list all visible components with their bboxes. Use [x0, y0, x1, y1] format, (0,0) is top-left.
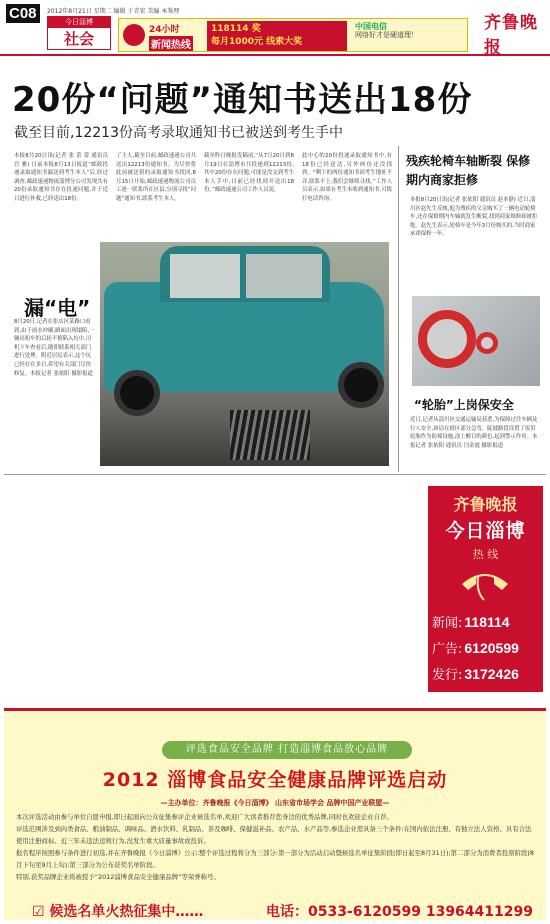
hotline-row-news: [432, 612, 510, 631]
article-column-1: 本报8月20日讯(记者 张 蕾 蕾 通讯员 宫 雅) 日前本报8月13日报道“邮政投递录取通知书漏送到考生本人”后,经过调查,邮政速递物流淄博分公司发现共有20份录取通知书存在投递问题,并于近日进行补救,已经送出18份。: [14, 153, 108, 202]
hotline-row-ads: [432, 638, 519, 657]
ad-middle: [207, 21, 347, 51]
taxi-window-front: [170, 254, 240, 298]
header-ad-strip: [118, 18, 468, 52]
ad-banner: 评选食品安全品牌 打造淄博食品放心品牌: [162, 741, 412, 759]
section-divider: [4, 474, 546, 475]
right-article-2-text: 近日,记者从淄川区交通运输局获悉,为保障过往车辆及行人安全,该局在辖区部分急弯、陡坡路段设置了废旧轮胎作为防撞设施,涂上醒目的颜色,起到警示作用。本报记者 张依阳 通讯员 闫金霞 摄影报道: [410, 417, 538, 449]
ad-phone: 电话：0533-6120599 13964411299: [266, 904, 533, 920]
article-column-4: 此中心的20份投递录取通知书中,有18份已经送达,另外两份还没找到。“剩下的两份通知书因考生地址不详,联系不上,我们会继续寻找。”工作人员表示,如果有考生未收到通知书,可拨打电话咨询。: [302, 153, 392, 202]
tire-photo: [412, 296, 540, 386]
hotline-value: 118114: [464, 614, 510, 630]
telephone-icon: [456, 562, 514, 602]
tire-icon: [418, 310, 476, 368]
ad-right: [355, 22, 465, 40]
hotline-box: [428, 486, 543, 692]
tire-small-icon: [476, 332, 498, 354]
ad-body-para-4: 特别,获奖品牌企业将被授予“2012淄博食品安全健康品牌”等荣誉称号。: [16, 873, 220, 881]
right-article-1-text: 本报8月20日讯(记者 张依阳 通讯员 赵本静) 近日,淄川区赵先生反映,他为残疾的父亲购买了一辆电动轮椅车,还在保修期内车轴就发生断裂,找到商家维修却被拒绝。赵先生表示,轮椅车是今年3月份购买的,当时商家承诺保修一年。: [410, 197, 538, 238]
ad-hours: 24小时: [149, 25, 180, 35]
ad-hotline: 新闻热线: [149, 36, 193, 51]
phone-icon: [123, 24, 145, 46]
ad-title: 2012 淄博食品安全健康品牌评选启动: [102, 769, 448, 791]
hotline-value: 3172426: [464, 666, 519, 682]
hotline-title: 今日淄博: [445, 520, 526, 542]
column-divider: [398, 146, 399, 472]
ad-body: [16, 811, 534, 883]
ad-right-line2: 网络好才是硬道理！: [355, 31, 418, 39]
ad-mid-line2: 每月1000元 线索大奖: [211, 37, 303, 47]
right-article-2-headline: “轮胎”上岗保安全: [414, 398, 514, 412]
side-article-text: 8月20日,记者在张店区某路口看到,由于雨水冲刷,路面出现塌陷,一辆出租车的后轮不慎陷入坑中,司机下车查看后,随即联系相关部门进行处理。附近居民表示,这个坑已经存在多日,希望有关部门尽快修复。本报记者 张依阳 摄影报道: [14, 319, 95, 377]
ad-right-line1: 中国电信: [355, 22, 387, 31]
ad-mid-line1: 118114 奖: [211, 24, 261, 34]
ad-call-to-action: ☑ 候选名单火热征集中……: [32, 904, 204, 920]
hotline-brand: 齐鲁晚报: [453, 495, 518, 514]
page-header: [0, 0, 550, 56]
main-subhead: 截至目前,12213份高考录取通知书已被送到考生手中: [14, 125, 343, 141]
newspaper-logo: 齐鲁晚报: [484, 13, 538, 58]
page-number: C08: [6, 4, 40, 23]
hotline-row-distribution: [432, 664, 519, 683]
hotline-subtitle: 热 线: [472, 548, 499, 561]
ad-body-para-1: 本次评选活动由参与单位自愿申报,即日起面向公众征集参评企业候选名单,欢迎广大读者推荐您身边的优秀品牌,同时也欢迎企业自荐。: [16, 813, 393, 821]
taxi-window-rear: [246, 254, 322, 298]
taxi-wheel-rear: [338, 362, 384, 408]
section-name: 社会: [63, 30, 94, 48]
ad-body-para-3: 报名程序按照参与条件进行初选,并在齐鲁晚报《今日淄博》公示:整个评选过程将分为三部分:第一部分为活动启动暨候选名单征集阶段(即日起至8月31日);第二部分为消费者投票阶段(8月下旬至9月上旬);第三部分为公布获奖名单阶段。: [16, 849, 534, 869]
issue-meta: 2012年8月21日 星期二 编辑 于青宏 美编 本鉴理: [47, 8, 180, 15]
side-article-title: 漏“电”: [24, 296, 91, 320]
hotline-label: 广告:: [432, 642, 463, 657]
news-photo-taxi: [100, 242, 389, 466]
ad-organizers: —主办单位：齐鲁晚报《今日淄博》 山东省市场学会 品牌中国产业联盟—: [160, 799, 390, 807]
article-column-3: 截至昨日晚报发稿前,“从7月20日到8月19日在淄博市共投递到12213份,其中20份存在问题,可能是没交到考生本人手中,目前已经找到并送出18份。”邮政速递公司工作人员说。: [204, 153, 294, 194]
main-headline: 20份“问题”通知书送出18份: [12, 80, 473, 120]
article-column-2: 了主人,截至目前,邮政速递公司共送出12213份通知书。为尽快将此前被送错的录取通知书找回,8月15日开始,邮政速递物流公司员工逐一联系所在区县,分别寻找“问题”通知书,联系考生本人。: [116, 153, 196, 202]
hotline-label: 新闻:: [432, 616, 463, 631]
taxi-wheel-front: [114, 370, 160, 416]
ad-body-para-2: 评选范围涉及到肉类食品、粮油制品、调味品、酒水饮料、乳制品、茶及咖啡、保健滋补品、农产品、水产品等,参选企业需具备三个条件:在国内依法注册、有独立法人资格、具有合法使用注册商标、近三年未违法违规行为,没发生重大质量事故或投诉。: [16, 825, 532, 845]
road-hole: [230, 410, 310, 460]
hotline-value: 6120599: [464, 640, 519, 656]
section-label: [47, 16, 111, 50]
right-article-1-headline: 残疾轮椅车轴断裂 保修期内商家拒修: [406, 154, 531, 187]
hotline-label: 发行:: [432, 668, 463, 683]
section-top-label: 今日淄博: [48, 17, 110, 28]
food-safety-ad: [4, 708, 546, 920]
